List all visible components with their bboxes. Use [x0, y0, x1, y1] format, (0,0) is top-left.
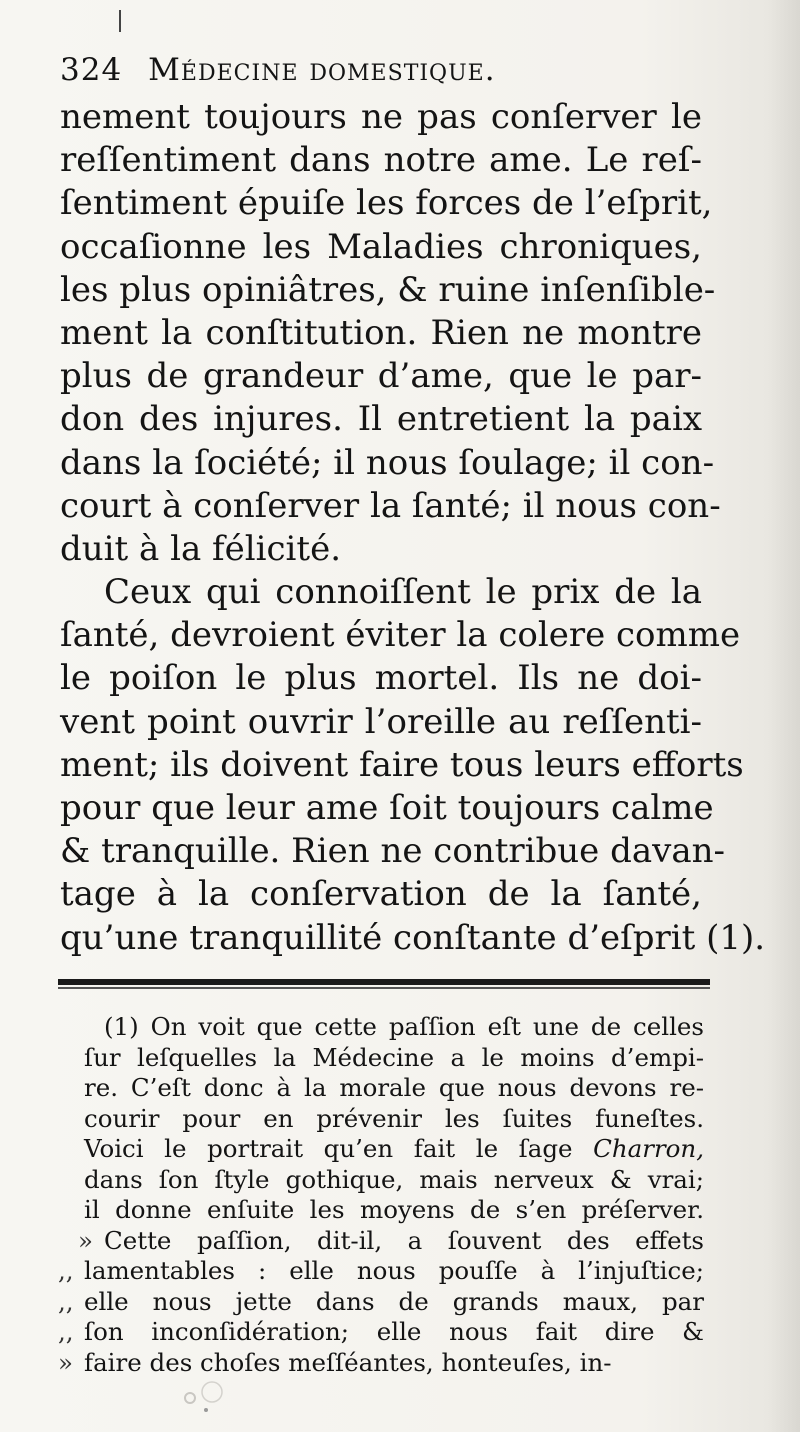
ink-smudge — [170, 1378, 250, 1418]
main-text — [60, 96, 766, 960]
text-line: & tranquille. Rien ne contribue davan- — [60, 831, 725, 872]
footnote-line-text: lamentables : elle nous pouſſe à l’injuſtice; — [84, 1256, 704, 1285]
thin-rule — [58, 987, 710, 989]
text-line: vent point ouvrir l’oreille au reſſenti- — [60, 701, 702, 742]
footnote-line: (1) On voit que cette paſſion eſt une de celles — [104, 1012, 704, 1041]
text-line: don des injures. Il entretient la paix — [60, 399, 702, 440]
footnote-line-text: faire des choſes meſſéantes, honteuſes, in- — [84, 1347, 612, 1377]
text-line: pour que leur ame ſoit toujours calme — [60, 788, 714, 828]
text-line: Ceux qui connoiſſent le prix de la — [104, 572, 702, 613]
text-line: court à conſerver la ſanté; il nous con- — [60, 485, 721, 526]
text-line: qu’une tranquillité conſtante d’eſprit (1). — [60, 917, 766, 958]
footnote-line: » faire des choſes meſſéantes, honteuſes, in- — [58, 1347, 612, 1377]
footnote-line: ſur leſquelles la Médecine a le moins d’empi- — [84, 1042, 704, 1072]
text-line: les plus opiniâtres, & ruine inſenſible- — [60, 269, 716, 310]
footnote-line: il donne enſuite les moyens de s’en préſerver. — [84, 1195, 704, 1224]
page-edge-mark — [119, 10, 121, 32]
running-header — [60, 52, 720, 100]
text-line: le poiſon le plus mortel. Ils ne doi- — [60, 658, 702, 699]
footnote-line: ,, lamentables : elle nous pouſſe à l’injuſtice; — [58, 1256, 704, 1285]
footnote-separator-rule — [58, 972, 710, 994]
footnote-line: » Cette paſſion, dit-il, a ſouvent des effets — [78, 1225, 704, 1255]
text-line: dans la ſociété; il nous ſoulage; il con- — [60, 442, 715, 483]
text-line: reſſentiment dans notre ame. Le reſ- — [60, 140, 702, 181]
thick-rule — [58, 979, 710, 985]
footnote-line-text: Cette paſſion, dit-il, a ſouvent des effets — [104, 1225, 704, 1255]
author-name: Charron, — [593, 1134, 704, 1163]
smudge-graphic — [170, 1378, 250, 1418]
footnote-line: ,, elle nous jette dans de grands maux, par — [58, 1286, 704, 1316]
running-title: Médecine domestique. — [148, 52, 496, 88]
text-line: ment; ils doivent faire tous leurs efforts — [60, 744, 744, 785]
footnote-line — [84, 1134, 704, 1165]
footnote-line: ,, ſon inconſidération; elle nous fait dire & — [58, 1317, 704, 1346]
text-line: duit à la félicité. — [60, 528, 341, 569]
page-number: 324 — [60, 52, 123, 88]
text-line: ment la conſtitution. Rien ne montre — [60, 312, 702, 353]
text-line: ſanté, devroient éviter la colere comme — [60, 615, 741, 656]
footnote-line: dans ſon ſtyle gothique, mais nerveux & vrai; — [84, 1164, 704, 1194]
footnote — [58, 1012, 704, 1378]
footnote-line: courir pour en prévenir les ſuites funeſtes. — [84, 1103, 704, 1133]
text-line: tage à la conſervation de la ſanté, — [60, 874, 702, 915]
text-line: nement toujours ne pas conſerver le — [60, 97, 702, 137]
footnote-line-text: ſon inconſidération; elle nous fait dire & — [84, 1317, 704, 1346]
footnote-line: re. C’eſt donc à la morale que nous devons re- — [84, 1073, 704, 1102]
footnote-line-text: Voici le portrait qu’en fait le ſage — [84, 1134, 573, 1163]
text-line: occaſionne les Maladies chroniques, — [60, 226, 702, 267]
text-line: plus de grandeur d’ame, que le par- — [60, 356, 702, 397]
text-line: ſentiment épuiſe les forces de l’eſprit, — [60, 183, 713, 224]
footnote-line-text: elle nous jette dans de grands maux, par — [84, 1286, 704, 1316]
